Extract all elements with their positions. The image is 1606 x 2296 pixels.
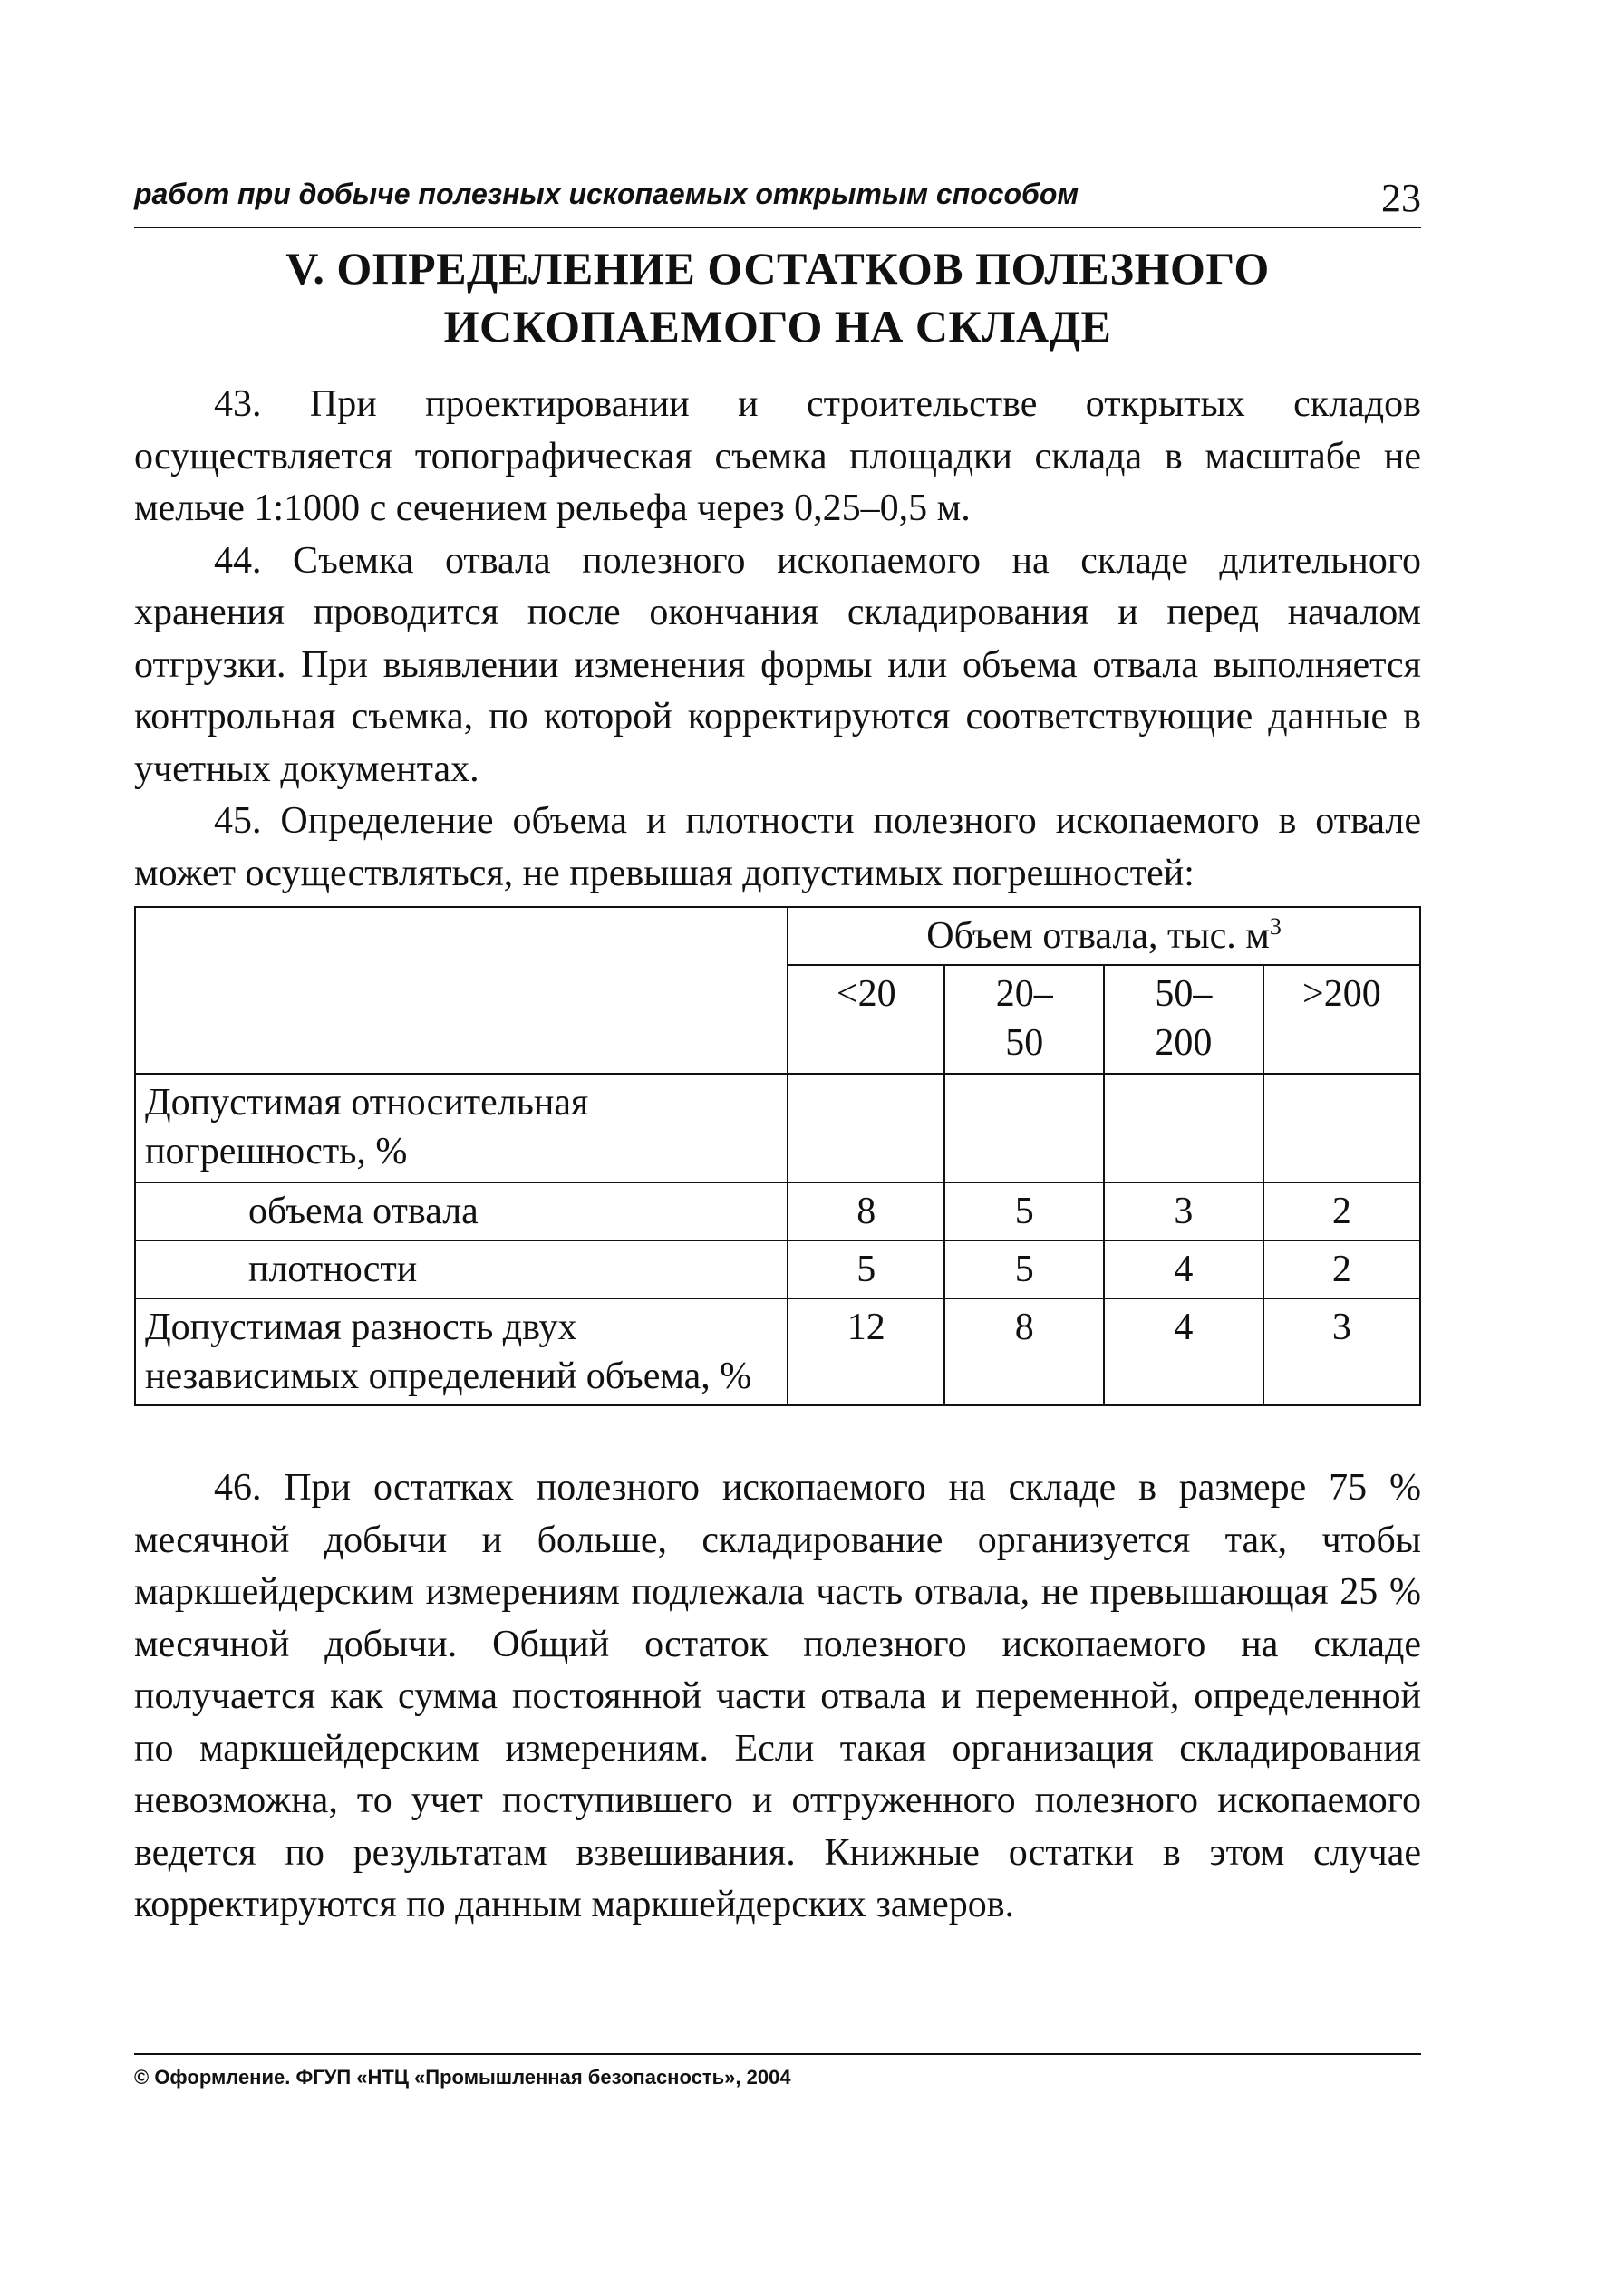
table-cell: 12 [788, 1298, 944, 1405]
table-row [135, 1240, 1420, 1298]
row-label: Допустимая относительная погрешность, % [135, 1074, 788, 1182]
tolerance-table [134, 906, 1421, 1406]
paragraph-45: 45. Определение объема и плотности полезного ископаемого в отвале может осуществляться, не превышая допустимых погрешностей: [134, 800, 1421, 894]
running-title: работ при добыче полезных ископаемых открытым способом [134, 178, 1079, 210]
table-cell: 8 [788, 1182, 944, 1240]
table-cell: 3 [1104, 1182, 1263, 1240]
section-title-line-1: V. ОПРЕДЕЛЕНИЕ ОСТАТКОВ ПОЛЕЗНОГО [285, 243, 1270, 294]
paragraph-44: 44. Съемка отвала полезного ископаемого на складе длительного хранения проводится после окончания складирования и перед началом отгрузки. При выявлении изменения формы или объема отвала выполняется контрольная съемка, по которой корректируются соответствующие данные в учетных документах. [134, 539, 1421, 790]
row-label: Допустимая разность двух независимых определений объема, % [135, 1298, 788, 1405]
table-cell: 5 [944, 1182, 1104, 1240]
volume-unit-superscript: 3 [1269, 913, 1282, 940]
col-header: 20– 50 [944, 965, 1104, 1074]
table-row [135, 1182, 1420, 1240]
section-title-line-2: ИСКОПАЕМОГО НА СКЛАДЕ [443, 301, 1112, 352]
table-cell: 8 [944, 1298, 1104, 1405]
table-row [135, 1074, 1420, 1182]
body-text-lower [134, 1462, 1421, 1932]
table-cell [1104, 1074, 1263, 1182]
col-header: >200 [1263, 965, 1420, 1074]
page-number: 23 [1381, 176, 1421, 220]
table-cell: 4 [1104, 1240, 1263, 1298]
paragraph-43: 43. При проектировании и строительстве открытых складов осуществляется топографическая съемка площадки склада в масштабе не мельче 1:1000 с сечением рельефа через 0,25–0,5 м. [134, 383, 1421, 529]
table-cell [944, 1074, 1104, 1182]
paragraph-46: 46. При остатках полезного ископаемого на складе в размере 75 % месячной добычи и больше, складирование организуется так, чтобы маркшейдерским измерениям подлежала часть отвала, не превышающая 25 % месячной добычи. Общий остаток полезного ископаемого на складе получается как сумма постоянной части отвала и переменной, определенной по маркшейдерским измерениям. Если такая организация складирования невозможна, то учет поступившего и отгруженного полезного ископаемого ведется по результатам взвешивания. Книжные остатки в этом случае корректируются по данным маркшейдерских замеров. [134, 1467, 1421, 1925]
table-cell: 2 [1263, 1240, 1420, 1298]
table-row [135, 1298, 1420, 1405]
table-cell [1263, 1074, 1420, 1182]
col-header: 50– 200 [1104, 965, 1263, 1074]
table-header-row [135, 907, 1420, 965]
section-title [134, 239, 1421, 355]
row-label: объема отвала [135, 1182, 788, 1240]
table-cell [788, 1074, 944, 1182]
table-cell: 5 [788, 1240, 944, 1298]
table-cell: 5 [944, 1240, 1104, 1298]
page-footer [134, 2053, 1421, 2091]
volume-group-header [788, 907, 1420, 965]
page-header [134, 174, 1421, 228]
table-cell: 4 [1104, 1298, 1263, 1405]
row-label: плотности [135, 1240, 788, 1298]
table-corner-cell [135, 907, 788, 1074]
table-cell: 2 [1263, 1182, 1420, 1240]
copyright-notice: © Оформление. ФГУП «НТЦ «Промышленная безопасность», 2004 [134, 2066, 791, 2089]
volume-group-header-text: Объем отвала, тыс. м [926, 915, 1270, 957]
table-cell: 3 [1263, 1298, 1420, 1405]
col-header: <20 [788, 965, 944, 1074]
body-text-upper [134, 379, 1421, 900]
